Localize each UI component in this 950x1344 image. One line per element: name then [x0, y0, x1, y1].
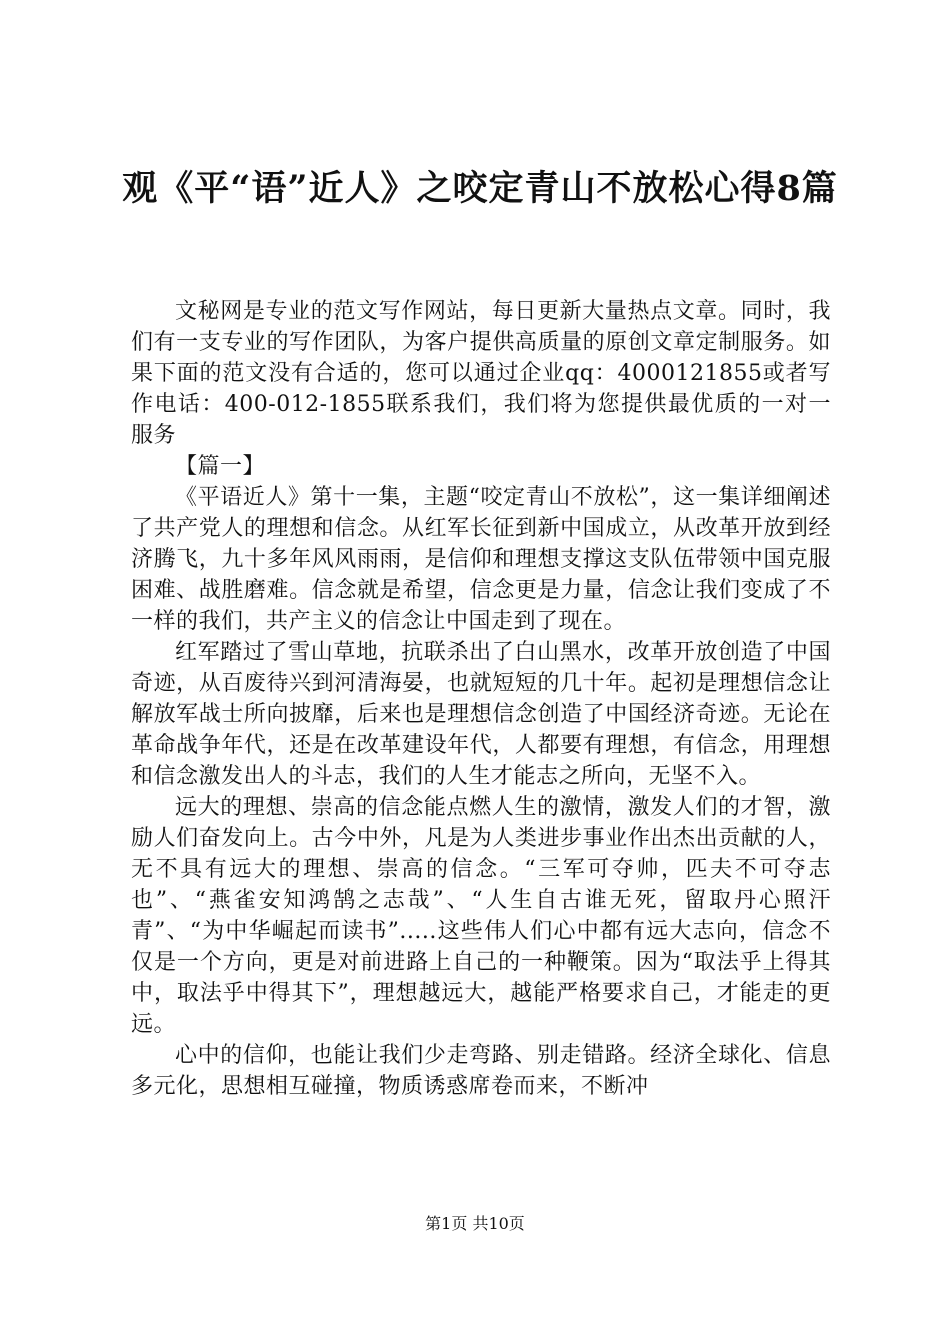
paragraph: 红军踏过了雪山草地，抗联杀出了白山黑水，改革开放创造了中国奇迹，从百废待兴到河清海晏，也就短短的几十年。起初是理想信念让解放军战士所向披靡，后来也是理想信念创造了中国经济奇迹。无论在革命战争年代，还是在改革建设年代，人都要有理想，有信念，用理想和信念激发出人的斗志，我们的人生才能志之所向，无坚不入。: [131, 640, 831, 789]
page-number-footer: 第1页 共10页: [425, 1214, 525, 1233]
paragraph-intro: 文秘网是专业的范文写作网站，每日更新大量热点文章。同时，我们有一支专业的写作团队，为客户提供高质量的原创文章定制服务。如果下面的范文没有合适的，您可以通过企业qq：4000121855或者写作电话：400-012-1855联系我们，我们将为您提供最优质的一对一服务: [131, 299, 831, 448]
paragraph: 《平语近人》第十一集，主题“咬定青山不放松”，这一集详细阐述了共产党人的理想和信念。从红军长征到新中国成立，从改革开放到经济腾飞，九十多年风风雨雨，是信仰和理想支撑这支队伍带领中国克服困难、战胜磨难。信念就是希望，信念更是力量，信念让我们变成了不一样的我们，共产主义的信念让中国走到了现在。: [131, 485, 831, 634]
document-body: [131, 296, 831, 1102]
paragraph: 远大的理想、崇高的信念能点燃人生的激情，激发人们的才智，激励人们奋发向上。古今中外，凡是为人类进步事业作出杰出贡献的人，无不具有远大的理想、崇高的信念。“三军可夺帅，匹夫不可夺志也”、“燕雀安知鸿鹄之志哉”、“人生自古谁无死，留取丹心照汗青”、“为中华崛起而读书”.....这些伟人们心中都有远大志向，信念不仅是一个方向，更是对前进路上自己的一种鞭策。因为“取法乎上得其中，取法乎中得其下”，理想越远大，越能严格要求自己，才能走的更远。: [131, 795, 831, 1037]
document-title: 观《平“语”近人》之咬定青山不放松心得8篇: [122, 168, 838, 209]
paragraph: 心中的信仰，也能让我们少走弯路、别走错路。经济全球化、信息多元化，思想相互碰撞，物质诱惑席卷而来，不断冲: [131, 1043, 831, 1099]
section-heading: 【篇一】: [175, 454, 266, 479]
